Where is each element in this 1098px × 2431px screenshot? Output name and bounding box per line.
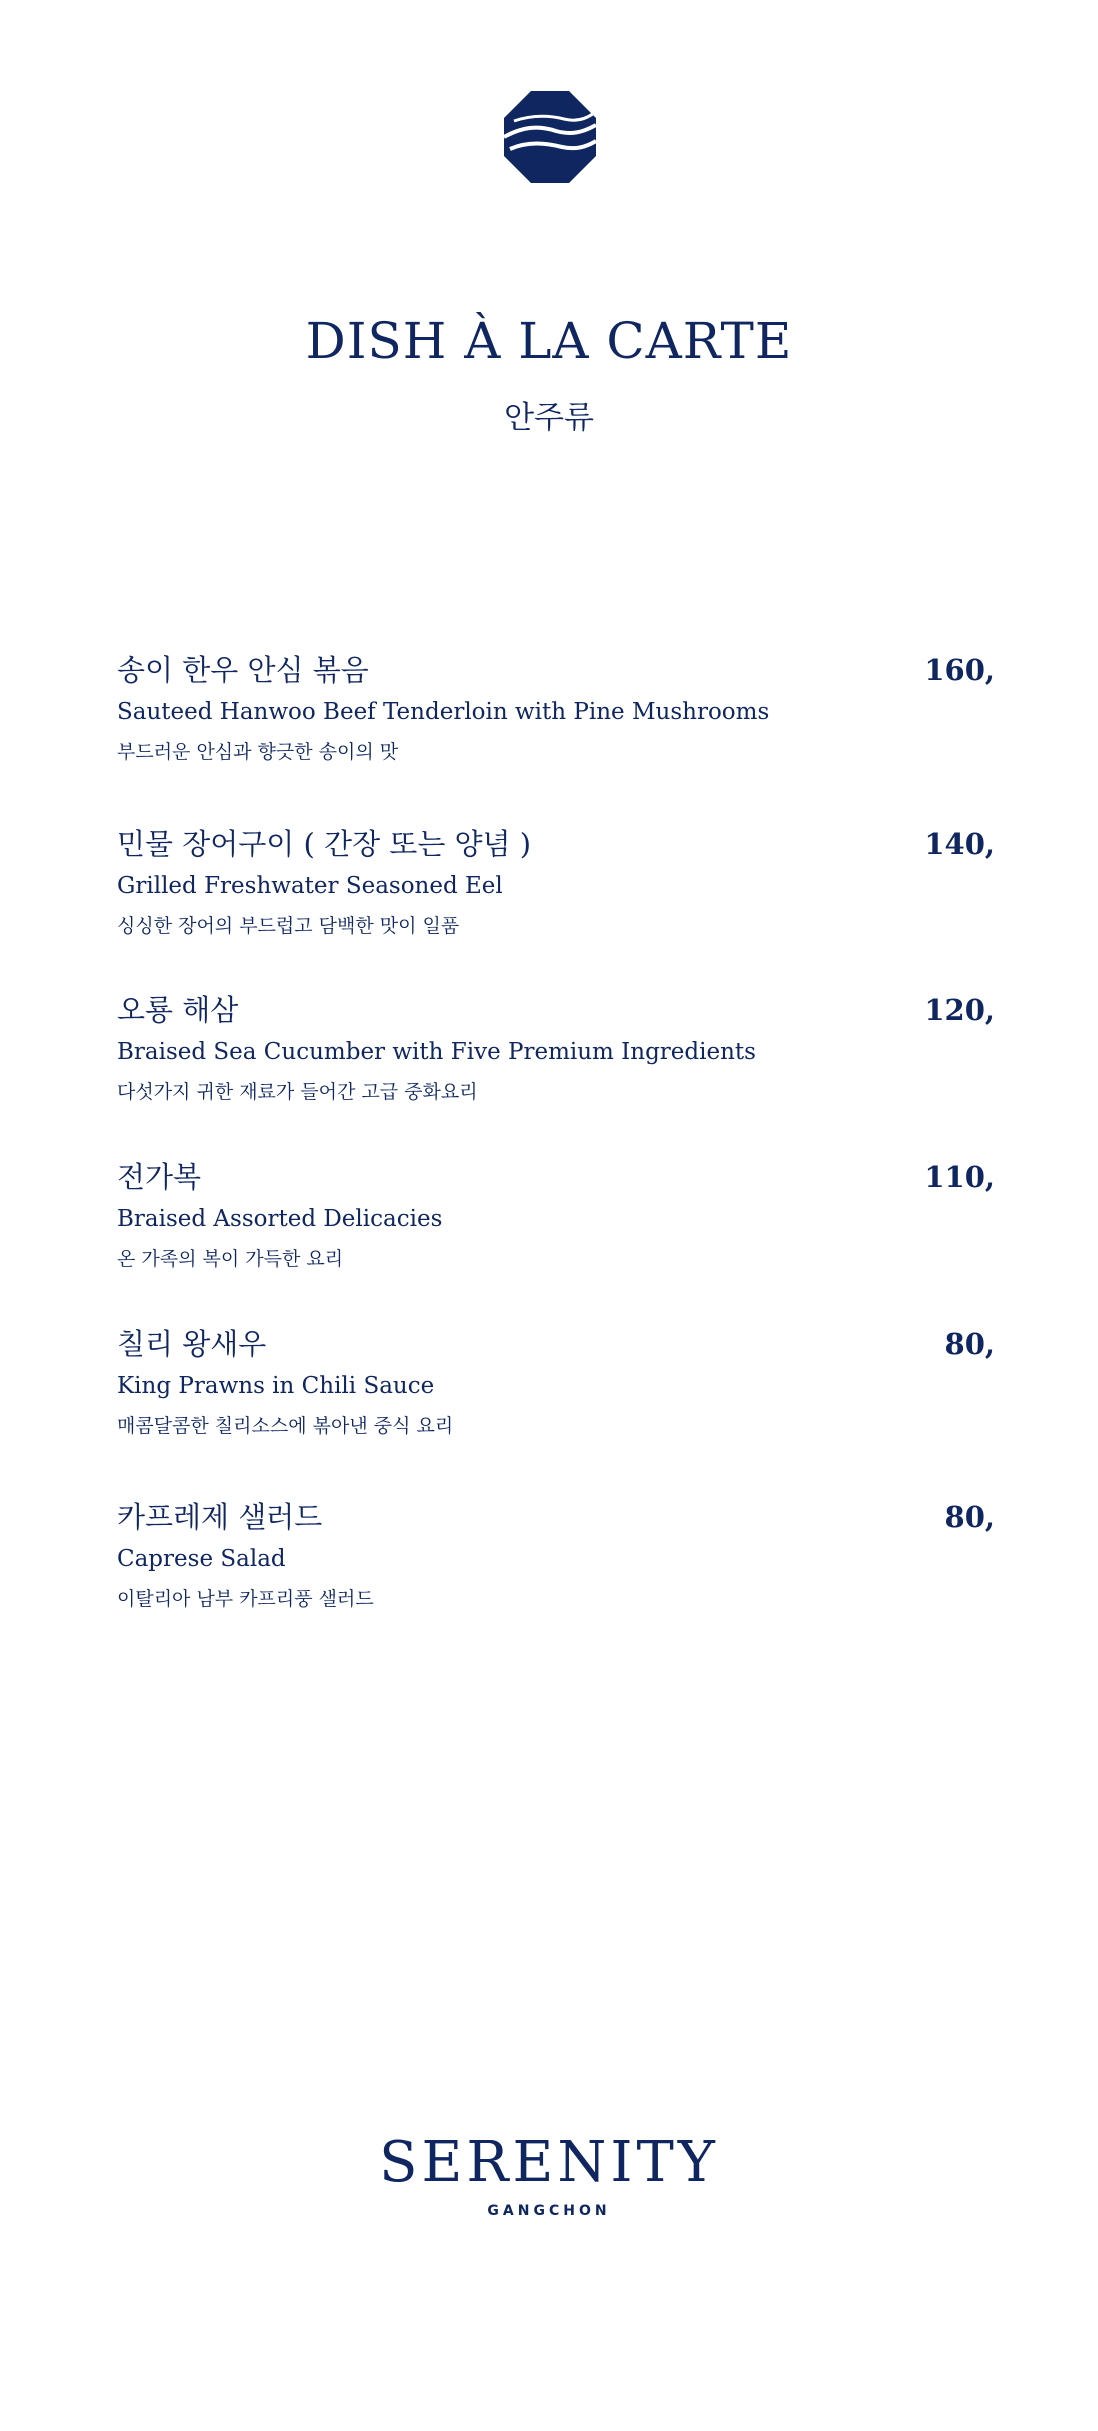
octagon-wave-emblem-icon — [504, 91, 596, 183]
page-subtitle: 안주류 — [504, 400, 594, 436]
item-price: 140, — [924, 827, 995, 861]
page-title: DISH À LA CARTE — [305, 312, 793, 370]
logo-wordmark: SERENITY — [379, 2130, 719, 2195]
item-name-ko: 카프레제 샐러드 — [117, 1500, 323, 1534]
item-name-en: King Prawns in Chili Sauce — [117, 1373, 435, 1399]
item-name-en: Caprese Salad — [117, 1546, 286, 1572]
serenity-logo — [0, 2130, 1098, 2219]
item-name-en: Braised Sea Cucumber with Five Premium Ingredients — [117, 1039, 756, 1065]
item-description: 싱싱한 장어의 부드럽고 담백한 맛이 일품 — [117, 915, 460, 937]
item-price: 80, — [944, 1327, 995, 1361]
menu-item — [117, 653, 995, 783]
menu-item — [117, 993, 995, 1123]
item-description: 이탈리아 남부 카프리풍 샐러드 — [117, 1588, 374, 1610]
item-name-ko: 오룡 해삼 — [117, 993, 239, 1027]
item-description: 온 가족의 복이 가득한 요리 — [117, 1248, 344, 1270]
item-name-ko: 전가복 — [117, 1160, 202, 1194]
item-price: 160, — [924, 653, 995, 687]
item-price: 80, — [944, 1500, 995, 1534]
menu-item — [117, 1160, 995, 1290]
item-description: 부드러운 안심과 향긋한 송이의 맛 — [117, 741, 399, 763]
menu-item — [117, 1500, 995, 1630]
item-name-ko: 민물 장어구이 ( 간장 또는 양념 ) — [117, 827, 532, 861]
item-name-en: Sauteed Hanwoo Beef Tenderloin with Pine Mushrooms — [117, 699, 770, 725]
logo-location: GANGCHON — [487, 2203, 611, 2219]
menu-item — [117, 1327, 995, 1457]
item-name-ko: 칠리 왕새우 — [117, 1327, 267, 1361]
item-description: 다섯가지 귀한 재료가 들어간 고급 중화요리 — [117, 1081, 478, 1103]
item-name-ko: 송이 한우 안심 볶음 — [117, 653, 369, 687]
item-name-en: Grilled Freshwater Seasoned Eel — [117, 873, 503, 899]
item-description: 매콤달콤한 칠리소스에 볶아낸 중식 요리 — [117, 1415, 454, 1437]
item-name-en: Braised Assorted Delicacies — [117, 1206, 443, 1232]
menu-item — [117, 827, 995, 957]
item-price: 110, — [924, 1160, 995, 1194]
item-price: 120, — [924, 993, 995, 1027]
